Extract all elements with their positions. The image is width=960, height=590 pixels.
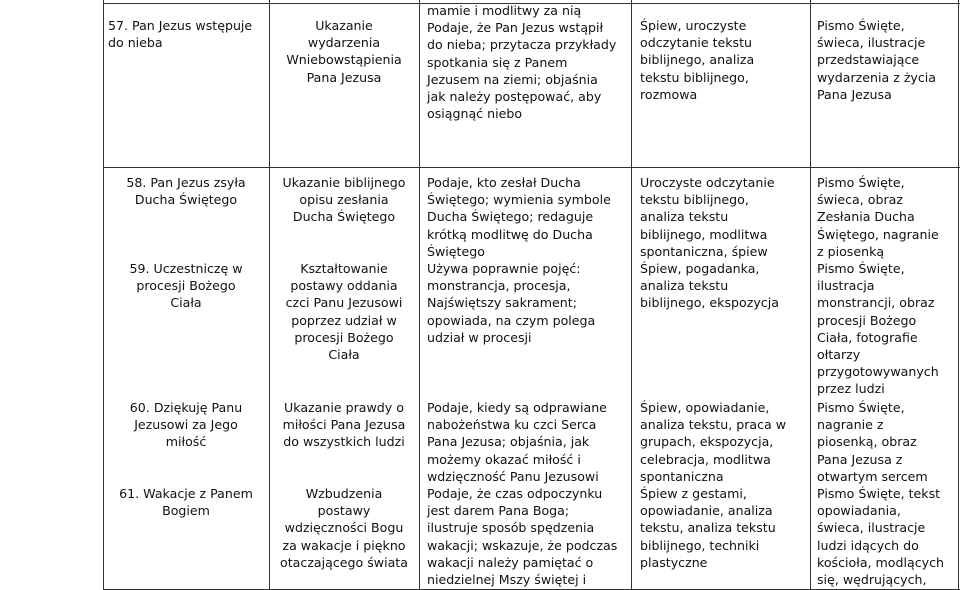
lesson-goal: Kształtowanie postawy oddania czci Panu Jezusowi poprzez udział w procesji Bożego Ciała bbox=[285, 261, 403, 363]
lesson-number: 57. bbox=[108, 18, 129, 33]
lesson-content: Używa poprawnie pojęć: monstrancja, procesja, Najświętszy sakrament; opowiada, na czym polega udział w procesji bbox=[427, 261, 596, 345]
lesson-title-text: Wakacje z Panem Bogiem bbox=[143, 486, 253, 519]
lesson-number: 61. bbox=[119, 486, 140, 501]
lesson-title bbox=[108, 174, 264, 208]
lesson-methods: Uroczyste odczytanie tekstu biblijnego, analiza tekstu biblijnego, modlitwa spontaniczna, śpiew bbox=[640, 175, 775, 259]
lesson-methods: Śpiew, pogadanka, analiza tekstu biblijnego, ekspozycja bbox=[640, 261, 779, 311]
lesson-title-text: Uczestniczę w procesji Bożego Ciała bbox=[136, 261, 243, 311]
column-divider bbox=[269, 0, 270, 590]
lesson-title bbox=[108, 260, 264, 312]
lesson-number: 60. bbox=[129, 400, 150, 415]
lesson-title bbox=[108, 399, 264, 451]
lesson-content: Podaje, że czas odpoczynku jest darem Pana Boga; ilustruje sposób spędzenia wakacji; wskazuje, że podczas wakacji należy pamiętać o niedzielnej Mszy świętej i bbox=[427, 486, 618, 588]
table-border-right bbox=[958, 0, 959, 590]
lesson-aids: Pismo Święte, świeca, obraz Zesłania Ducha Świętego, nagranie z piosenką bbox=[817, 175, 939, 259]
lesson-title-text: Pan Jezus zsyła Ducha Świętego bbox=[134, 175, 246, 208]
lesson-number: 58. bbox=[126, 175, 147, 190]
lesson-methods: Śpiew z gestami, opowiadanie, analiza tekstu, analiza tekstu biblijnego, techniki plastyczne bbox=[640, 486, 776, 570]
column-divider bbox=[810, 0, 811, 590]
lesson-title bbox=[108, 485, 264, 519]
lesson-content: Podaje, kiedy są odprawiane nabożeństwa ku czci Serca Pana Jezusa; objaśnia, jak możemy okazać miłość i wdzięczność Panu Jezusowi bbox=[427, 400, 607, 484]
lesson-aids: Pismo Święte, ilustracja monstrancji, obraz procesji Bożego Ciała, fotografie ołtarzy przygotowywanych przez ludzi bbox=[817, 261, 939, 397]
table-border-left bbox=[103, 0, 104, 590]
lesson-aids: Pismo Święte, świeca, ilustracje przedstawiające wydarzenia z życia Pana Jezusa bbox=[817, 18, 937, 102]
lesson-goal: Wzbudzenia postawy wdzięczności Bogu za wakacje i piękno otaczającego świata bbox=[280, 486, 408, 570]
lesson-content: mamie i modlitwy za nią Podaje, że Pan Jezus wstąpił do nieba; przytacza przykłady spotkania się z Panem Jezusem na ziemi; objaśnia jak należy postępować, aby osiągnąć niebo bbox=[427, 3, 617, 122]
lesson-methods: Śpiew, opowiadanie, analiza tekstu, praca w grupach, ekspozycja, celebracja, modlitwa spontaniczna bbox=[640, 400, 787, 484]
lesson-aids: Pismo Święte, nagranie z piosenką, obraz Pana Jezusa z otwartym sercem bbox=[817, 400, 928, 484]
lesson-title bbox=[108, 17, 268, 51]
lesson-goal: Ukazanie biblijnego opisu zesłania Ducha Świętego bbox=[282, 175, 406, 225]
lesson-aids: Pismo Święte, tekst opowiadania, świeca, ilustracje ludzi idących do kościoła, modlących się, wędrujących, bbox=[817, 486, 945, 588]
lesson-goal: Ukazanie prawdy o miłości Pana Jezusa do wszystkich ludzi bbox=[282, 400, 406, 450]
lesson-content: Podaje, kto zesłał Ducha Świętego; wymienia symbole Ducha Świętego; redaguje krótką modlitwę do Ducha Świętego bbox=[427, 175, 611, 259]
lesson-title-text: Pan Jezus wstępuje do nieba bbox=[108, 18, 253, 51]
row-divider bbox=[103, 167, 960, 168]
column-divider bbox=[419, 0, 420, 590]
lesson-number: 59. bbox=[129, 261, 150, 276]
lesson-methods: Śpiew, uroczyste odczytanie tekstu biblijnego, analiza tekstu biblijnego, rozmowa bbox=[640, 18, 755, 102]
lesson-goal: Ukazanie wydarzenia Wniebowstąpienia Pana Jezusa bbox=[286, 18, 402, 85]
lesson-title-text: Dziękuję Panu Jezusowi za Jego miłość bbox=[134, 400, 243, 450]
